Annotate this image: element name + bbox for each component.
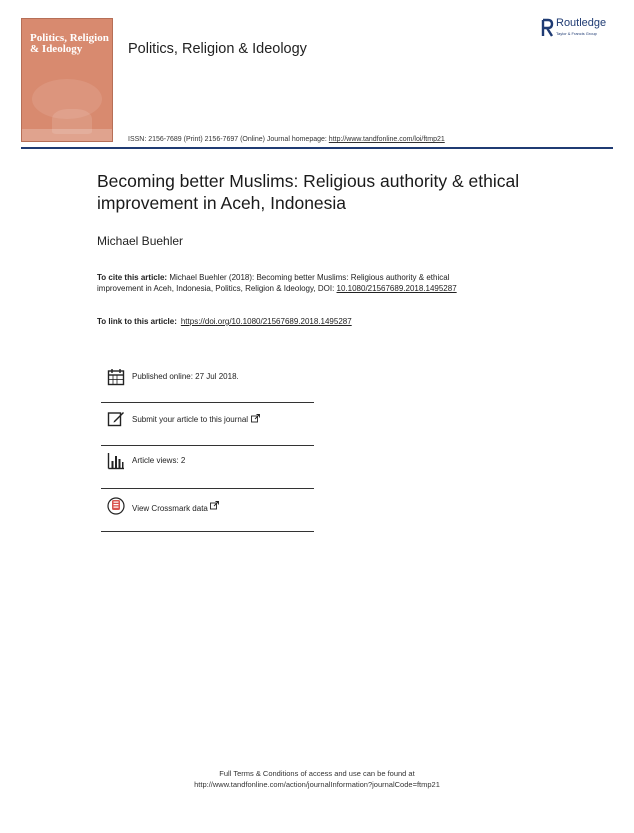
submit-article-text: Submit your article to this journal [132,415,249,424]
external-link-icon [251,414,260,423]
issn-line [128,136,445,143]
submit-article-item[interactable] [101,410,314,450]
calendar-icon [107,368,125,386]
article-title: Becoming better Muslims: Religious authority & ethical improvement in Aceh, Indonesia [97,171,520,213]
citation-label: To cite this article: [97,273,168,282]
cover-band [22,129,112,141]
crossmark-icon [107,497,125,515]
citation-text: Michael Buehler (2018): Becoming better Muslims: Religious authority & ethical improvement in Aceh, Indonesia, Politics, Religion & Ideology, DOI: [97,273,450,293]
routledge-logo-icon [541,18,554,38]
journal-cover-image [21,18,113,142]
edit-icon [107,410,125,428]
article-views-item [101,452,314,492]
panel-divider [101,488,314,489]
published-online-text: Published online: 27 Jul 2018. [132,372,239,381]
panel-divider [101,445,314,446]
crossmark-text: View Crossmark data [132,504,208,513]
citation-block [97,272,497,294]
cover-title: Politics, Religion & Ideology [30,32,109,55]
submit-article-link[interactable] [132,414,260,424]
article-link-label: To link to this article: [97,317,177,326]
author-name: Michael Buehler [97,234,184,248]
header-rule [21,147,613,149]
bar-chart-icon [107,452,125,470]
publisher-logo-text: Routledge [556,17,607,29]
crossmark-link[interactable] [132,501,219,513]
issn-text: ISSN: 2156-7689 (Print) 2156-7697 (Online) Journal homepage: [128,136,329,143]
article-doi-link[interactable]: https://doi.org/10.1080/21567689.2018.1495287 [180,317,352,326]
footer [0,768,634,790]
journal-homepage-link[interactable]: http://www.tandfonline.com/loi/ftmp21 [328,136,445,143]
article-link-line [97,317,352,326]
external-link-icon [210,501,219,510]
journal-name: Politics, Religion & Ideology [128,41,307,57]
publisher-logo-subtext: Taylor & Francis Group [556,31,597,36]
footer-terms-link[interactable]: http://www.tandfonline.com/action/journalInformation?journalCode=ftmp21 [194,780,440,789]
footer-terms-text: Full Terms & Conditions of access and use can be found at [219,769,415,778]
panel-divider [101,531,314,532]
article-views-text: Article views: 2 [132,456,186,465]
doi-link[interactable]: 10.1080/21567689.2018.1495287 [336,284,457,293]
panel-divider [101,402,314,403]
